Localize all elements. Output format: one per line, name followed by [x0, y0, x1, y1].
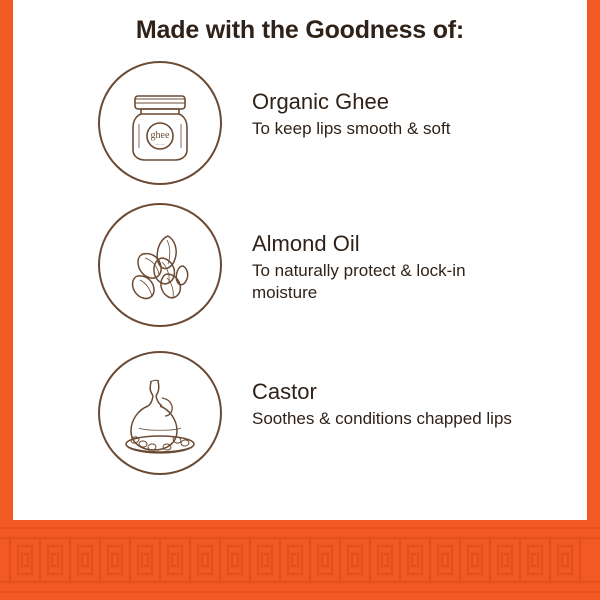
ethnic-band-pattern-icon — [0, 520, 600, 600]
left-accent-stripe — [0, 0, 13, 520]
ingredient-text — [222, 351, 512, 430]
list-item — [0, 351, 600, 475]
ingredient-text — [222, 61, 450, 140]
ingredient-text — [222, 203, 532, 304]
ghee-jar-icon — [98, 61, 222, 185]
almonds-icon — [98, 203, 222, 327]
ingredient-title: Organic Ghee — [252, 89, 389, 114]
ingredient-title: Almond Oil — [252, 231, 360, 256]
right-accent-stripe — [587, 0, 600, 520]
footer-accent-band — [0, 520, 600, 600]
ingredient-list — [0, 61, 600, 475]
svg-text:ghee: ghee — [150, 130, 170, 141]
page-title: Made with the Goodness of: — [135, 16, 465, 44]
ingredient-description: To naturally protect & lock-in moisture — [252, 261, 466, 303]
list-item — [0, 203, 600, 327]
castor-oil-bottle-icon — [98, 351, 222, 475]
ingredient-description: To keep lips smooth & soft — [252, 119, 451, 139]
list-item — [0, 61, 600, 185]
svg-text:— —: — — — [155, 141, 165, 146]
ingredient-title: Castor — [252, 379, 317, 404]
ingredient-description: Soothes & conditions chapped lips — [252, 409, 512, 429]
